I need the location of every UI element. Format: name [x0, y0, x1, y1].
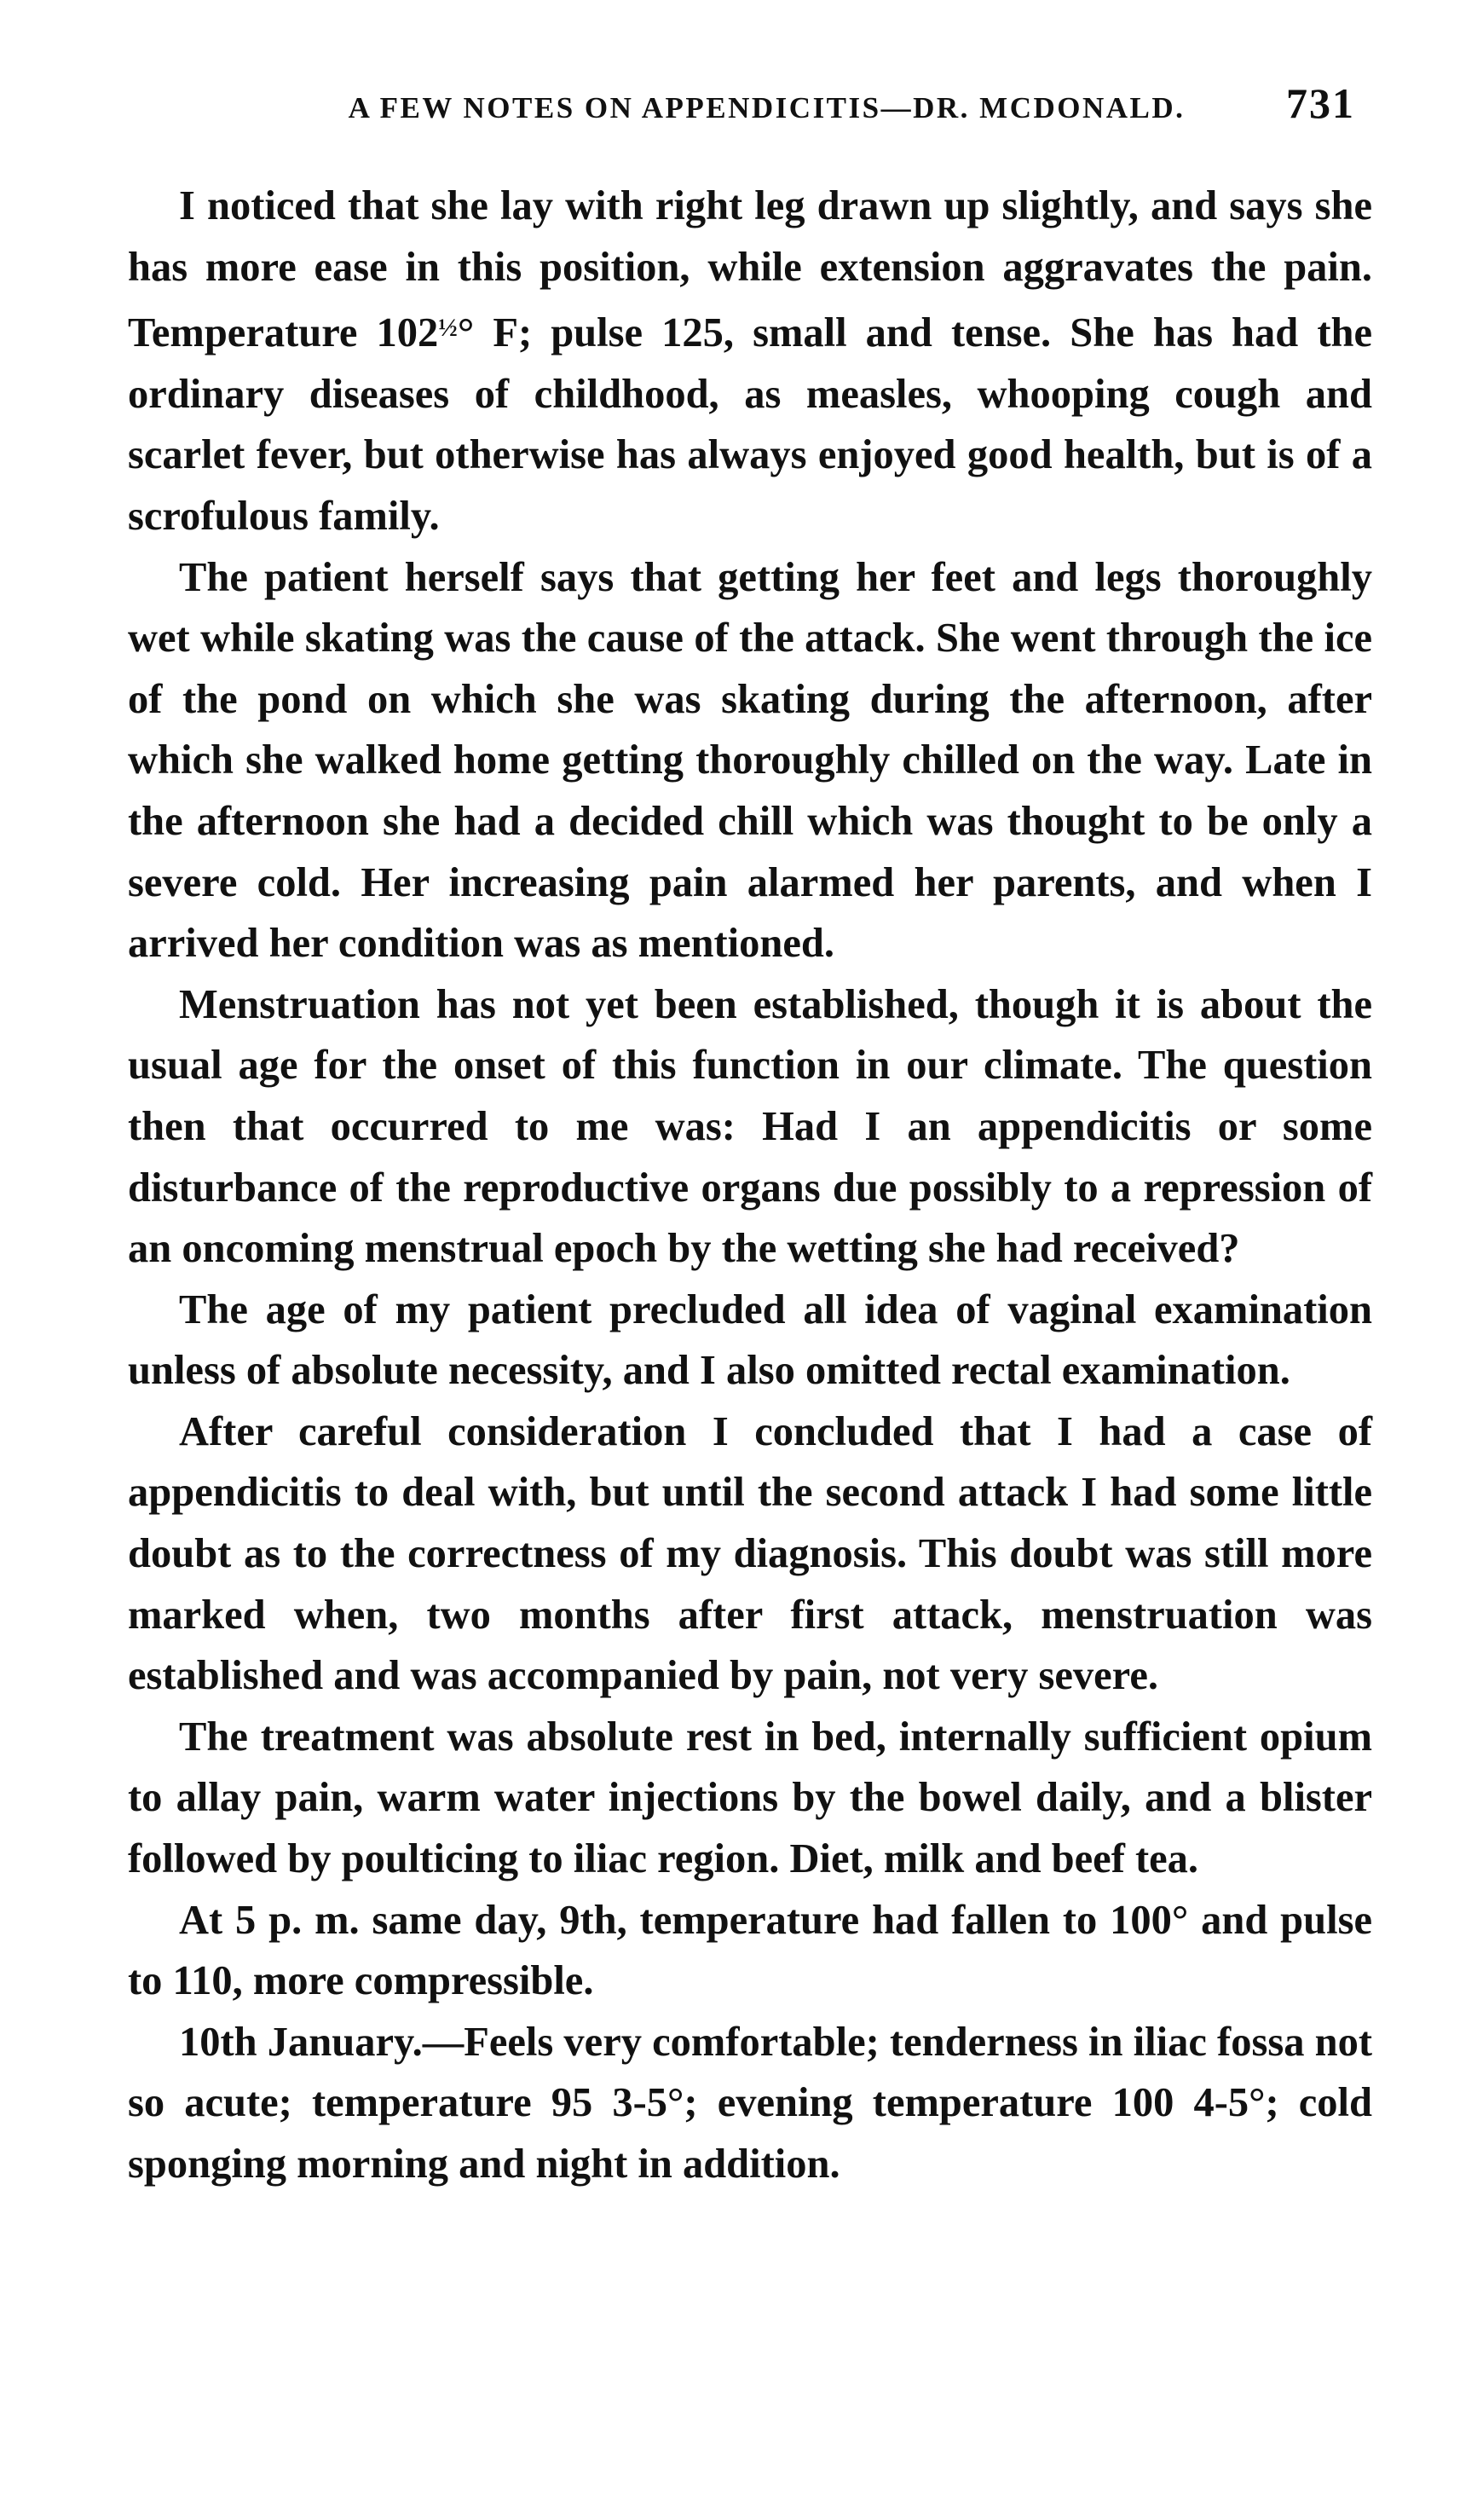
paragraph-8: 10th January.—Feels very comfortable; tenderness in iliac fossa not so acute; temperature 95 3-5°; evening temperature 100 4-5°; cold sponging morning and night in addition. — [128, 2019, 1372, 2188]
paragraph-3: Menstruation has not yet been established, though it is about the usual age for the onset of this function in our climate. The question then that occurred to me was: Had I an appendicitis or some disturbance of the reproductive organs due possibly to a repression of an oncoming menstrual epoch by the wetting she had received? — [128, 981, 1372, 1272]
paragraph-1-text-b: ° F; pulse 125, small and tense. She has had the ordinary diseases of childhood, as measles, whooping cough and scarlet fever, but otherwise has always enjoyed good health, but is of a scrofulous family. — [128, 310, 1373, 539]
paragraph-5: After careful consideration I concluded that I had a case of appendicitis to deal with, but until the second attack I had some little doubt as to the correctness of my diagnosis. This doubt was still more marked when, two months after first attack, menstruation was established and was accompanied by pain, not very severe. — [128, 1408, 1372, 1699]
paragraph-6: The treatment was absolute rest in bed, internally sufficient opium to allay pain, warm water injections by the bowel daily, and a blister followed by poulticing to iliac region. Diet, milk and beef tea. — [128, 1714, 1372, 1882]
paragraph-7: At 5 p. m. same day, 9th, temperature had fallen to 100° and pulse to 110, more compressible. — [128, 1897, 1372, 2004]
fraction-half: ½ — [438, 313, 458, 343]
page-number: 731 — [1286, 79, 1355, 127]
body-text — [128, 176, 1372, 2195]
running-title: A FEW NOTES ON APPENDICITIS—DR. MCDONALD. — [348, 91, 1186, 124]
paragraph-1 — [128, 176, 1372, 547]
running-header — [128, 78, 1355, 138]
paragraph-2: The patient herself says that getting her feet and legs thoroughly wet while skating was the cause of the attack. She went through the ice of the pond on which she was skating during the afternoon, after which she walked home getting thoroughly chilled on the way. Late in the afternoon she had a decided chill which was thought to be only a severe cold. Her increasing pain alarmed her parents, and when I arrived her condition was as mentioned. — [128, 554, 1372, 967]
paragraph-4: The age of my patient precluded all idea of vaginal examination unless of absolute necessity, and I also omitted rectal examination. — [128, 1286, 1372, 1394]
paragraph-1-text-a: I noticed that she lay with right leg drawn up slightly, and says she has more ease in this position, while extension aggravates the pain. Temperature 102 — [128, 183, 1372, 356]
